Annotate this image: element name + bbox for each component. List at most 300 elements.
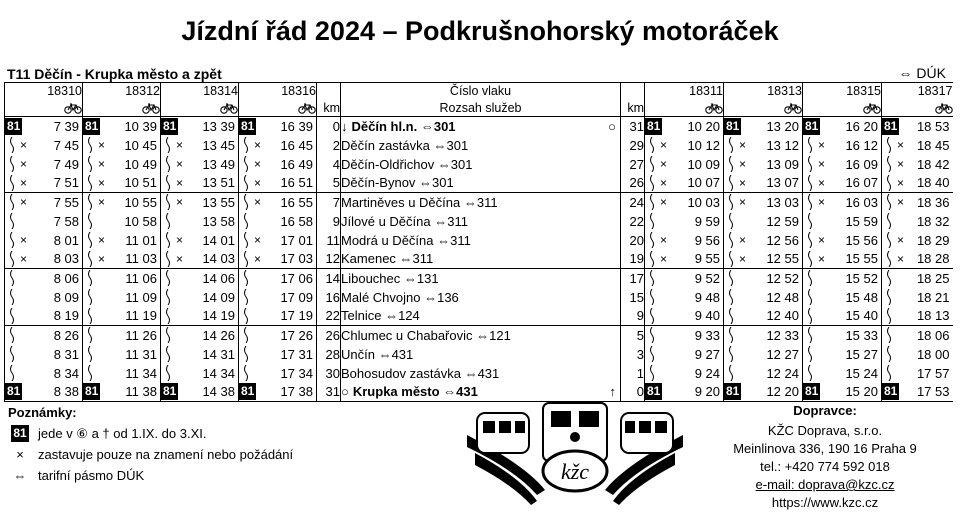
- km-to: 26: [621, 174, 645, 193]
- bike-cell: [645, 100, 724, 117]
- direction-up-icon: ↑: [609, 384, 616, 400]
- time-cell: [803, 155, 882, 174]
- departure-time: 11 34: [125, 365, 157, 381]
- departure-time: 16 39: [280, 118, 313, 134]
- no-bike-service-icon: [645, 137, 656, 153]
- departure-time: 18 06: [916, 327, 950, 343]
- time-cell: [5, 326, 83, 345]
- no-bike-service-icon: [161, 365, 172, 381]
- no-bike-service-icon: [724, 308, 735, 324]
- no-bike-service-icon: [161, 270, 172, 286]
- station-cell: [341, 193, 621, 212]
- bicycle-icon: [142, 101, 160, 115]
- bicycle-icon: [863, 101, 881, 115]
- no-bike-service-icon: [724, 232, 735, 248]
- departure-time: 8 31: [53, 346, 79, 362]
- time-cell: [5, 250, 83, 269]
- no-bike-service-icon: [724, 213, 735, 229]
- km-label: km: [317, 100, 341, 117]
- station-cell: [341, 117, 621, 136]
- departure-time: 7 45: [53, 137, 79, 153]
- time-cell: [161, 231, 239, 250]
- time-cell: [882, 288, 953, 307]
- request-stop-icon: ×: [660, 138, 668, 152]
- no-bike-service-icon: [882, 137, 893, 153]
- departure-time: 12 52: [766, 270, 799, 286]
- departure-time: 16 58: [280, 213, 313, 229]
- request-stop-icon: ×: [739, 138, 747, 152]
- km-to: 22: [621, 212, 645, 231]
- departure-time: 17 06: [280, 270, 313, 286]
- station-cell: [341, 269, 621, 288]
- no-bike-service-icon: [724, 365, 735, 381]
- departure-time: 7 51: [53, 175, 79, 191]
- request-stop-icon: ×: [98, 233, 106, 247]
- time-cell: [645, 269, 724, 288]
- time-cell: [803, 136, 882, 155]
- no-bike-service-icon: [645, 156, 656, 172]
- badge-81: 81: [241, 384, 255, 399]
- no-bike-service-icon: [724, 137, 735, 153]
- time-cell: [803, 288, 882, 307]
- km-to: 17: [621, 269, 645, 288]
- time-cell: [724, 231, 803, 250]
- no-bike-service-icon: [803, 289, 814, 305]
- no-bike-service-icon: [83, 251, 94, 267]
- no-bike-service-icon: [83, 232, 94, 248]
- departure-time: 14 26: [202, 327, 235, 343]
- time-cell: [5, 383, 83, 402]
- request-stop-icon: ×: [98, 175, 106, 190]
- request-stop-icon: ×: [176, 195, 184, 210]
- no-bike-service-icon: [724, 194, 735, 210]
- timetable-row: [5, 250, 953, 269]
- request-stop-icon: ×: [254, 251, 262, 266]
- departure-time: 11 31: [125, 346, 157, 362]
- timetable-row: [5, 231, 953, 250]
- kzc-logo: [465, 395, 685, 520]
- header-train-numbers: [5, 83, 953, 100]
- no-bike-service-icon: [83, 137, 94, 153]
- station-name: Martiněves u Děčína ⇔311: [341, 194, 498, 210]
- station-cell: [341, 307, 621, 326]
- time-cell: [5, 136, 83, 155]
- note-item: [8, 465, 293, 486]
- no-bike-service-icon: [882, 327, 893, 343]
- request-stop-icon: ×: [176, 233, 184, 247]
- departure-time: 18 36: [916, 194, 950, 210]
- time-cell: [882, 269, 953, 288]
- time-cell: [645, 307, 724, 326]
- time-cell: [83, 155, 161, 174]
- request-stop-icon: ×: [20, 233, 28, 247]
- request-stop-icon: ×: [818, 233, 826, 247]
- request-stop-icon: ×: [660, 157, 668, 171]
- station-cell: [341, 136, 621, 155]
- departure-time: 16 03: [845, 194, 878, 210]
- time-cell: [239, 117, 317, 136]
- page-title: Jízdní řád 2024 – Podkrušnohorský motoráček: [181, 16, 779, 46]
- departure-time: 17 19: [280, 308, 313, 324]
- time-cell: [645, 193, 724, 212]
- departure-time: 18 00: [916, 346, 950, 362]
- carrier-email[interactable]: e-mail: doprava@kzc.cz: [755, 477, 895, 492]
- time-cell: [882, 326, 953, 345]
- no-bike-service-icon: [724, 175, 735, 191]
- badge-81: 81: [163, 384, 177, 399]
- request-stop-icon: ×: [20, 251, 28, 266]
- departure-time: 9 24: [694, 365, 720, 381]
- bike-cell: [803, 100, 882, 117]
- note-text: jede v ⑥ a † od 1.IX. do 3.XI.: [38, 426, 207, 441]
- time-cell: [5, 307, 83, 326]
- no-bike-service-icon: [161, 137, 172, 153]
- departure-time: 7 58: [53, 213, 79, 229]
- timetable-row: [5, 136, 953, 155]
- station-name: Telnice ⇔124: [341, 308, 420, 324]
- time-cell: [83, 383, 161, 402]
- no-bike-service-icon: [882, 194, 893, 210]
- no-bike-service-icon: [803, 137, 814, 153]
- departure-time: 11 01: [125, 232, 157, 248]
- badge-81: 81: [85, 118, 99, 133]
- time-cell: [803, 383, 882, 402]
- time-cell: [803, 174, 882, 193]
- time-cell: [83, 326, 161, 345]
- departure-time: 10 20: [687, 118, 720, 134]
- km-from: 0: [317, 117, 341, 136]
- station-name: Bohosudov zastávka ⇔431: [341, 365, 500, 381]
- departure-time: 13 45: [202, 137, 235, 153]
- no-bike-service-icon: [803, 270, 814, 286]
- departure-time: 11 03: [125, 251, 157, 267]
- no-bike-service-icon: [724, 289, 735, 305]
- carrier-info: [710, 402, 940, 512]
- departure-time: 11 38: [125, 384, 157, 400]
- no-bike-service-icon: [83, 308, 94, 324]
- departure-time: 10 45: [124, 137, 157, 153]
- km-to: 15: [621, 288, 645, 307]
- km-to: 24: [621, 193, 645, 212]
- badge-81: 81: [805, 118, 819, 133]
- no-bike-service-icon: [882, 213, 893, 229]
- time-cell: [161, 136, 239, 155]
- departure-time: 18 13: [916, 308, 950, 324]
- station-name: Krupka město ⇔431: [352, 384, 478, 400]
- time-cell: [161, 193, 239, 212]
- departure-time: 17 03: [280, 251, 313, 267]
- departure-time: 16 12: [845, 137, 878, 153]
- time-cell: [645, 326, 724, 345]
- departure-time: 14 01: [202, 232, 235, 248]
- time-cell: [5, 269, 83, 288]
- badge-81: 81: [241, 118, 255, 133]
- time-cell: [161, 326, 239, 345]
- departure-time: 17 01: [280, 232, 313, 248]
- notes-heading: Poznámky:: [8, 405, 77, 420]
- departure-time: 10 58: [124, 213, 157, 229]
- time-cell: [724, 269, 803, 288]
- km-from: 12: [317, 250, 341, 269]
- departure-time: 15 33: [845, 327, 878, 343]
- time-cell: [724, 193, 803, 212]
- timetable-row: [5, 269, 953, 288]
- no-bike-service-icon: [239, 194, 250, 210]
- departure-time: 12 48: [766, 289, 799, 305]
- departure-time: 13 20: [766, 118, 799, 134]
- time-cell: [83, 269, 161, 288]
- station-name: Kamenec ⇔311: [341, 251, 434, 267]
- departure-time: 10 55: [124, 194, 157, 210]
- time-cell: [803, 250, 882, 269]
- departure-time: 14 09: [202, 289, 235, 305]
- departure-time: 15 59: [845, 213, 878, 229]
- time-cell: [645, 364, 724, 383]
- km-to: 5: [621, 326, 645, 345]
- departure-time: 17 31: [280, 346, 313, 362]
- km-to: 1: [621, 364, 645, 383]
- time-cell: [239, 136, 317, 155]
- request-stop-icon: ×: [20, 195, 28, 210]
- km-spacer: [621, 83, 645, 100]
- departure-time: 15 20: [845, 384, 878, 400]
- time-cell: [724, 174, 803, 193]
- km-from: 28: [317, 345, 341, 364]
- departure-time: 7 49: [53, 156, 79, 172]
- departure-time: 13 49: [202, 156, 235, 172]
- no-bike-service-icon: [803, 232, 814, 248]
- request-stop-icon: ×: [176, 138, 184, 152]
- time-cell: [5, 155, 83, 174]
- departure-time: 9 52: [694, 270, 720, 286]
- time-cell: [803, 117, 882, 136]
- departure-time: 12 33: [766, 327, 799, 343]
- badge-81: 81: [884, 118, 898, 133]
- km-to: 0: [621, 383, 645, 402]
- no-bike-service-icon: [83, 327, 94, 343]
- time-cell: [83, 288, 161, 307]
- time-cell: [803, 364, 882, 383]
- no-bike-service-icon: [645, 194, 656, 210]
- timetable-row: [5, 117, 953, 136]
- time-cell: [724, 117, 803, 136]
- time-cell: [724, 383, 803, 402]
- departure-time: 18 29: [916, 232, 950, 248]
- timetable-row: [5, 364, 953, 383]
- no-bike-service-icon: [5, 270, 16, 286]
- no-bike-service-icon: [161, 213, 172, 229]
- no-bike-service-icon: [5, 346, 16, 362]
- departure-time: 15 55: [845, 251, 878, 267]
- time-cell: [882, 155, 953, 174]
- badge-81: 81: [7, 118, 21, 133]
- no-bike-service-icon: [83, 194, 94, 210]
- route-title: T11 Děčín - Krupka město a zpět: [7, 66, 222, 82]
- departure-time: 8 19: [53, 308, 79, 324]
- departure-time: 9 55: [694, 251, 720, 267]
- time-cell: [5, 174, 83, 193]
- no-bike-service-icon: [239, 137, 250, 153]
- station-cell: [341, 288, 621, 307]
- time-cell: [645, 155, 724, 174]
- time-cell: [645, 231, 724, 250]
- time-cell: [161, 174, 239, 193]
- km-from: 9: [317, 212, 341, 231]
- terminus-circle-icon: ○: [608, 118, 616, 134]
- departure-time: 13 09: [766, 156, 799, 172]
- no-bike-service-icon: [239, 175, 250, 191]
- request-stop-icon: ×: [818, 175, 826, 190]
- carrier-web[interactable]: https://www.kzc.cz: [771, 495, 879, 510]
- note-item: [8, 444, 293, 465]
- time-cell: [239, 345, 317, 364]
- timetable-row: [5, 288, 953, 307]
- time-cell: [645, 288, 724, 307]
- no-bike-service-icon: [5, 156, 16, 172]
- no-bike-service-icon: [161, 251, 172, 267]
- request-stop-icon: ×: [897, 157, 905, 171]
- station-cell: [341, 326, 621, 345]
- departure-time: 17 09: [280, 289, 313, 305]
- km-to: 9: [621, 307, 645, 326]
- request-stop-icon: ×: [897, 251, 905, 266]
- km-to: 19: [621, 250, 645, 269]
- no-bike-service-icon: [161, 327, 172, 343]
- time-cell: [724, 326, 803, 345]
- km-from: 14: [317, 269, 341, 288]
- time-cell: [645, 345, 724, 364]
- departure-time: 10 39: [124, 118, 157, 134]
- request-stop-icon: ×: [176, 157, 184, 171]
- no-bike-service-icon: [239, 232, 250, 248]
- time-cell: [161, 212, 239, 231]
- station-cell: [341, 231, 621, 250]
- request-stop-icon: ×: [98, 157, 106, 171]
- no-bike-service-icon: [5, 289, 16, 305]
- departure-time: 9 33: [694, 327, 720, 343]
- no-bike-service-icon: [239, 156, 250, 172]
- time-cell: [239, 269, 317, 288]
- km-to: 20: [621, 231, 645, 250]
- badge-81: 81: [7, 384, 21, 399]
- time-cell: [882, 212, 953, 231]
- time-cell: [803, 231, 882, 250]
- departure-time: 16 49: [280, 156, 313, 172]
- header-services: [5, 100, 953, 117]
- km-from: 26: [317, 326, 341, 345]
- departure-time: 14 34: [202, 365, 235, 381]
- departure-time: 8 06: [53, 270, 79, 286]
- train-number: 18311: [645, 83, 724, 100]
- time-cell: [724, 155, 803, 174]
- no-bike-service-icon: [239, 308, 250, 324]
- no-bike-service-icon: [5, 327, 16, 343]
- no-bike-service-icon: [5, 175, 16, 191]
- request-stop-icon: ×: [176, 251, 184, 266]
- departure-time: 10 12: [687, 137, 720, 153]
- departure-time: 14 03: [202, 251, 235, 267]
- km-from: 22: [317, 307, 341, 326]
- request-stop-icon: ×: [20, 157, 28, 171]
- services-label: Rozsah služeb: [341, 100, 621, 117]
- no-bike-service-icon: [645, 213, 656, 229]
- departure-time: 13 07: [766, 175, 799, 191]
- departure-time: 12 27: [766, 346, 799, 362]
- no-bike-service-icon: [83, 346, 94, 362]
- no-bike-service-icon: [5, 232, 16, 248]
- time-cell: [882, 193, 953, 212]
- time-cell: [239, 155, 317, 174]
- carrier-address: Meinlinova 336, 190 16 Praha 9: [733, 441, 917, 456]
- time-cell: [239, 231, 317, 250]
- station-cell: [341, 174, 621, 193]
- no-bike-service-icon: [724, 327, 735, 343]
- departure-time: 18 21: [916, 289, 950, 305]
- time-cell: [645, 250, 724, 269]
- bike-cell: [83, 100, 161, 117]
- time-cell: [724, 307, 803, 326]
- departure-time: 16 45: [280, 137, 313, 153]
- km-from: 2: [317, 136, 341, 155]
- no-bike-service-icon: [645, 327, 656, 343]
- departure-time: 11 26: [125, 327, 157, 343]
- departure-time: 13 58: [202, 213, 235, 229]
- departure-time: 14 19: [202, 308, 235, 324]
- time-cell: [83, 212, 161, 231]
- no-bike-service-icon: [882, 232, 893, 248]
- departure-time: 15 52: [845, 270, 878, 286]
- station-cell: [341, 364, 621, 383]
- request-stop-icon: ×: [254, 157, 262, 171]
- time-cell: [724, 212, 803, 231]
- badge-81: 81: [884, 384, 898, 399]
- departure-time: 15 24: [845, 365, 878, 381]
- departure-time: 15 48: [845, 289, 878, 305]
- no-bike-service-icon: [239, 327, 250, 343]
- departure-time: 18 42: [916, 156, 950, 172]
- request-stop-icon: ×: [98, 138, 106, 152]
- train-number: 18313: [724, 83, 803, 100]
- time-cell: [803, 269, 882, 288]
- no-bike-service-icon: [645, 308, 656, 324]
- no-bike-service-icon: [882, 365, 893, 381]
- no-bike-service-icon: [882, 289, 893, 305]
- bike-cell: [5, 100, 83, 117]
- time-cell: [724, 364, 803, 383]
- time-cell: [5, 231, 83, 250]
- train-number: 18312: [83, 83, 161, 100]
- time-cell: [161, 364, 239, 383]
- station-name: Děčín-Oldřichov ⇔301: [341, 156, 473, 172]
- train-number: 18317: [882, 83, 953, 100]
- no-bike-service-icon: [882, 175, 893, 191]
- station-name: Děčín zastávka ⇔301: [341, 137, 469, 153]
- departure-time: 16 20: [845, 118, 878, 134]
- badge-81: 81: [726, 118, 740, 133]
- train-number: 18314: [161, 83, 239, 100]
- time-cell: [5, 212, 83, 231]
- time-cell: [645, 117, 724, 136]
- time-cell: [239, 307, 317, 326]
- time-cell: [882, 364, 953, 383]
- request-stop-icon: ×: [897, 195, 905, 210]
- request-stop-icon: ×: [818, 138, 826, 152]
- no-bike-service-icon: [803, 365, 814, 381]
- time-cell: [239, 326, 317, 345]
- no-bike-service-icon: [724, 270, 735, 286]
- no-bike-service-icon: [724, 346, 735, 362]
- departure-time: 9 48: [694, 289, 720, 305]
